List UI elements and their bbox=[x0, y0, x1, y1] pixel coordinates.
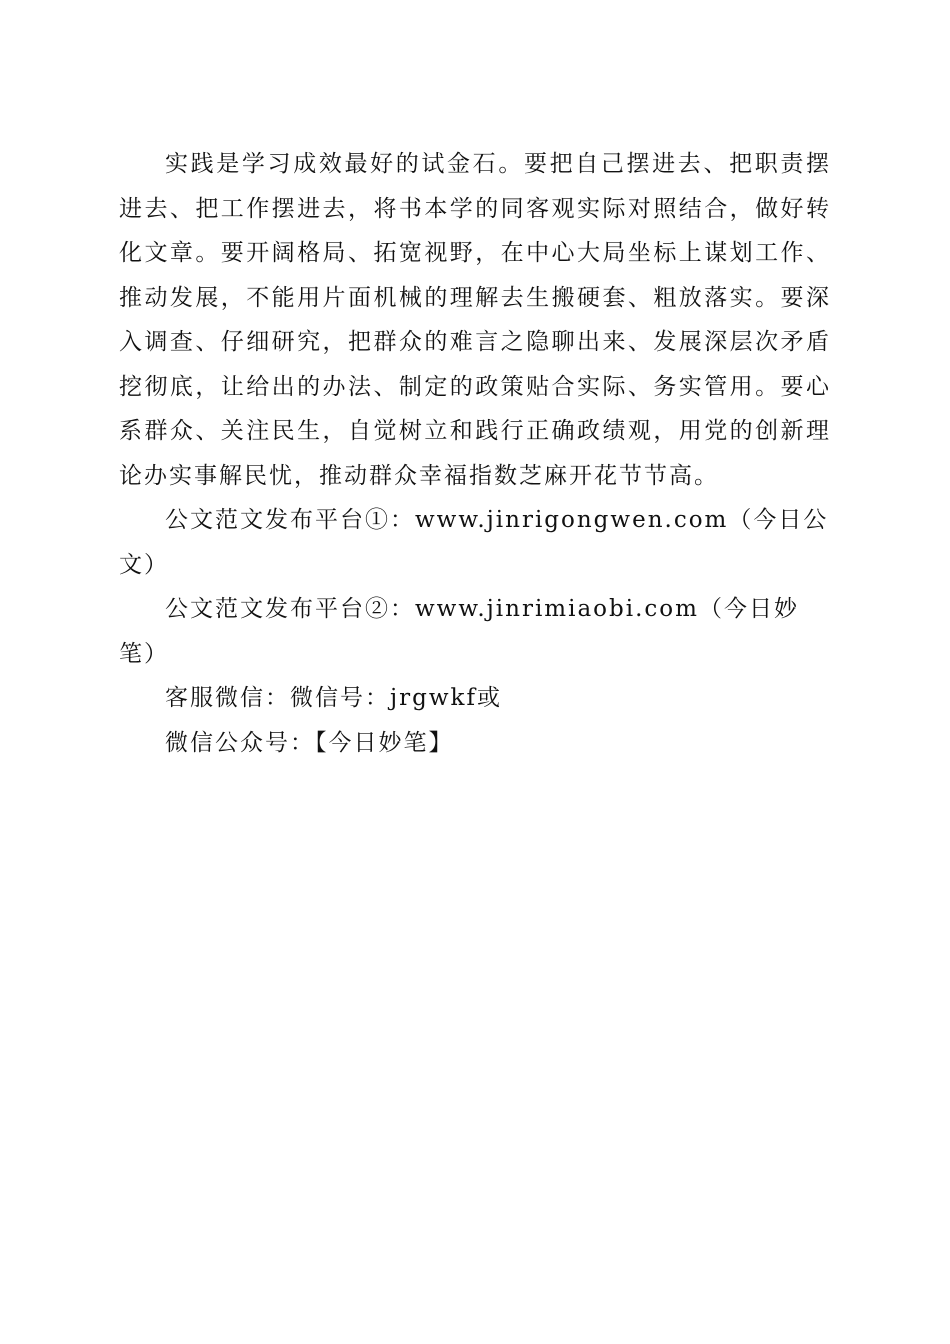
customer-service-line: 客服微信：微信号：jrgwkf或 bbox=[165, 685, 502, 711]
official-account-line: 微信公众号：【今日妙笔】 bbox=[165, 729, 454, 756]
document-content bbox=[119, 142, 831, 765]
platform-2-line: 公文范文发布平台②：www.jinrimiaobi.com（今日妙笔） bbox=[119, 596, 799, 667]
body-paragraph: 实践是学习成效最好的试金石。要把自己摆进去、把职责摆进去、把工作摆进去，将书本学的同客观实际对照结合，做好转化文章。要开阔格局、拓宽视野，在中心大局坐标上谋划工作、推动发展，不能用片面机械的理解去生搬硬套、粗放落实。要深入调查、仔细研究，把群众的难言之隐聊出来、发展深层次矛盾挖彻底，让给出的办法、制定的政策贴合实际、务实管用。要心系群众、关注民生，自觉树立和践行正确政绩观，用党的创新理论办实事解民忧，推动群众幸福指数芝麻开花节节高。 bbox=[119, 151, 831, 489]
platform-1-line: 公文范文发布平台①：www.jinrigongwen.com（今日公文） bbox=[119, 507, 829, 578]
